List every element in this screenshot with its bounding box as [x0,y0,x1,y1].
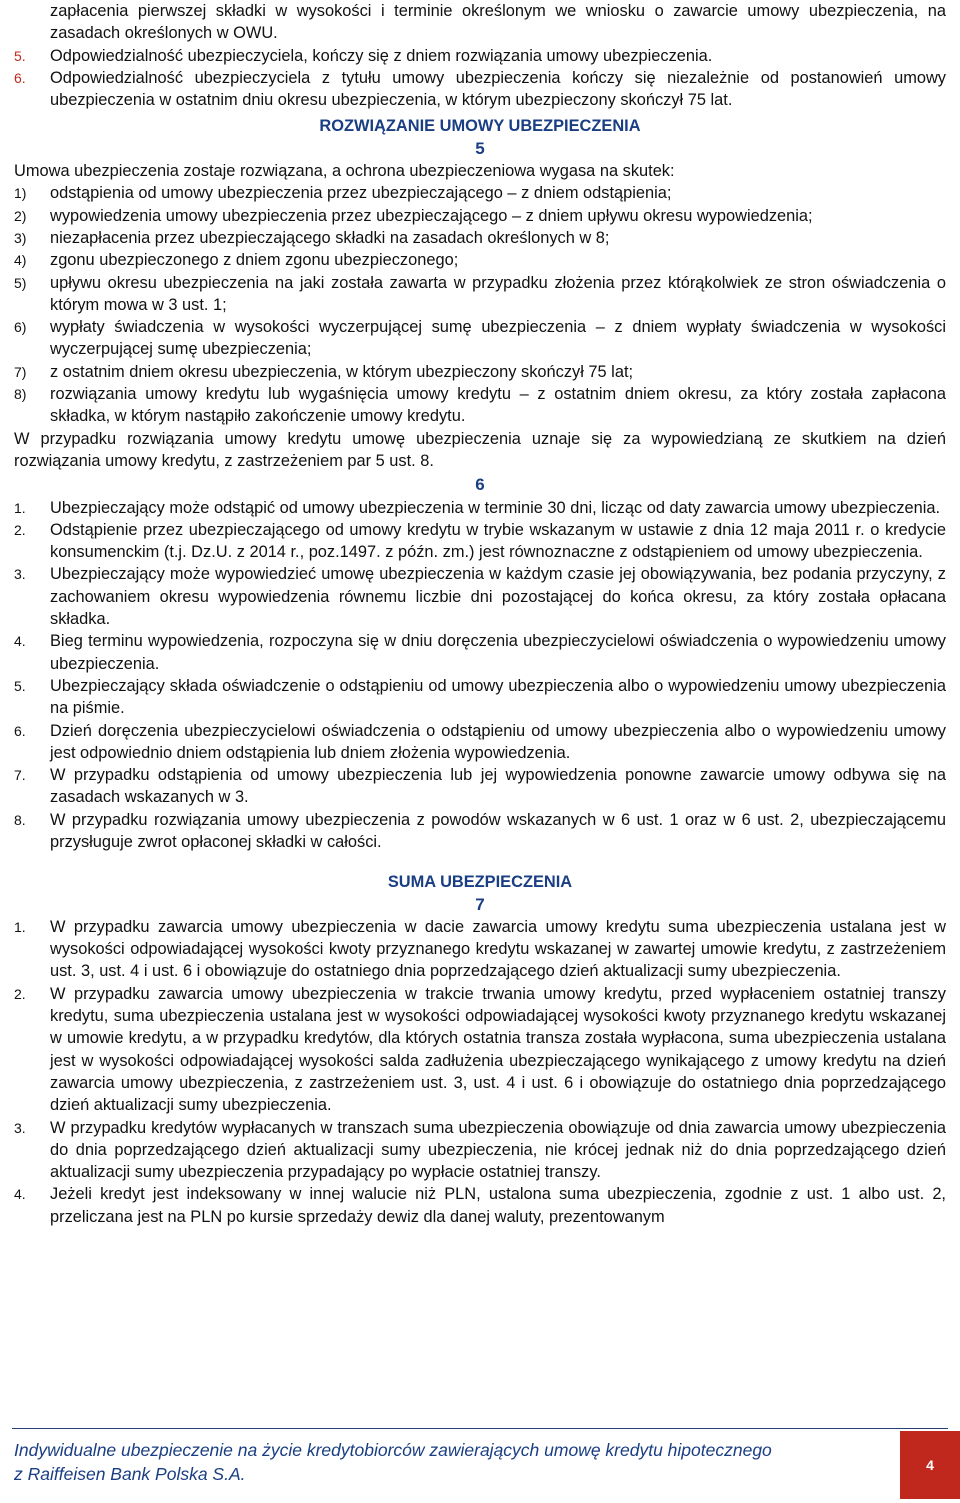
section-title: SUMA UBEZPIECZENIA [387,873,573,892]
list-item: 3) niezapłacenia przez ubezpieczającego składki na zasadach określonych w 8; [14,228,610,247]
list-item: 2. W przypadku zawarcia umowy ubezpieczenia w trakcie trwania umowy kredytu, przed wypłaceniem ostatniej transzy kredytu, suma ubezpieczenia ustalana jest w wysokości odpowiadającej wysokości kwoty przyznanego kredytu wskazanej w umowie kredytu, a w przypadku kredytów, dla których ostatnia transza została wypłacona, suma ubezpieczenia ustalana jest w wysokości odpowiadającej wysokości salda zadłużenia ubezpieczającego wynikającego z umowy kredytu na dzień zawarcia umowy ubezpieczenia, z zastrzeżeniem ust. 3, ust. 4 i ust. 6 i obowiązuje do ostatniego dnia poprzedzającego dzień aktualizacji sumy ubezpieczenia. [14,984,946,1115]
footer-title [14,1438,894,1486]
list-item: 5) upływu okresu ubezpieczenia na jaki została zawarta w przypadku złożenia przez którąkolwiek ze stron oświadczenia o którym mowa w 3 ust. 1; [14,273,946,314]
list-item [14,45,946,67]
list-item: 3. W przypadku kredytów wypłacanych w transzach suma ubezpieczenia obowiązuje od dnia zawarcia umowy ubezpieczenia do dnia poprzedzającego dzień aktualizacji sumy ubezpieczenia, nie krócej jednak niż do dnia poprzedzającego dzień aktualizacji sumy ubezpieczenia przypadający po wypłacie ostatniej transzy. [14,1118,946,1182]
list-item: 1. W przypadku zawarcia umowy ubezpieczenia w dacie zawarcia umowy kredytu suma ubezpieczenia ustalana jest w wysokości odpowiadającej wysokości kwoty przyznanego kredytu wskazanej w zawartej umowie kredytu, z zastrzeżeniem ust. 3, ust. 4 i ust. 6 i obowiązuje do ostatniego dnia poprzedzającego dzień aktualizacji sumy ubezpieczenia. [14,917,946,981]
list-item: 3. Ubezpieczający może wypowiedzieć umowę ubezpieczenia w każdym czasie jej obowiązywania, bez podania przyczyny, z zachowaniem okresu wypowiedzenia równemu liczbie dni pozostającej do końca okresu, za który została opłacana składka. [14,565,946,629]
document-body [14,0,946,1228]
list-item: 5. Ubezpieczający składa oświadczenie o odstąpieniu od umowy ubezpieczenia albo o wypowiedzeniu umowy ubezpieczenia na piśmie. [14,676,946,718]
section-6-list [14,497,946,854]
list-item: 1. Ubezpieczający może odstąpić od umowy ubezpieczenia w terminie 30 dni, licząc od daty zawarcia umowy ubezpieczenia. [14,498,941,517]
item-text: Odpowiedzialność ubezpieczyciela z tytułu umowy ubezpieczenia kończy się niezależnie od postanowień umowy ubezpieczenia w ostatnim dniu okresu ubezpieczenia, w którym ubezpieczony skończył 75 lat. [50,68,946,110]
list-item: 7) z ostatnim dniem okresu ubezpieczenia, w którym ubezpieczony skończył 75 lat; [14,362,634,381]
footer-divider [12,1428,948,1429]
paragraph-number: 7 [475,894,485,914]
list-item: 1) odstąpienia od umowy ubezpieczenia przez ubezpieczającego – z dniem odstąpienia; [14,184,672,203]
list-item: 2) wypowiedzenia umowy ubezpieczenia przez ubezpieczającego – z dniem upływu okresu wypowiedzenia; [14,206,813,225]
list-item: 7. W przypadku odstąpienia od umowy ubezpieczenia lub jej wypowiedzenia ponowne zawarcie umowy odbywa się na zasadach wskazanych w 3. [14,766,946,807]
list-item: 8) rozwiązania umowy kredytu lub wygaśnięcia umowy kredytu – z ostatnim dniem okresu, za który została zapłacona składka, w którym nastąpiło zakończenie umowy kredytu. [14,385,946,426]
section-closing: W przypadku rozwiązania umowy kredytu umowę ubezpieczenia uznaje się za wypowiedzianą ze skutkiem na dzień rozwiązania umowy kredytu, z zastrzeżeniem par 5 ust. 8. [14,429,946,470]
list-item: 4) zgonu ubezpieczonego z dniem zgonu ubezpieczonego; [14,251,459,270]
item-number: 5. [14,47,26,64]
list-item: 6) wypłaty świadczenia w wysokości wyczerpującej sumę ubezpieczenia – z dniem wypłaty świadczenia w wysokości wyczerpującej sumę ubezpieczenia; [14,318,946,359]
footer-line-1: Indywidualne ubezpieczenie na życie kredytobiorców zawierających umowę kredytu hipotecznego [14,1440,772,1460]
section-7-list [14,916,946,1228]
section-5-list [14,182,946,427]
paragraph-number: 6 [475,475,485,495]
list-item: 2. Odstąpienie przez ubezpieczającego od umowy kredytu w trybie wskazanym w ustawie z dnia 12 maja 2011 r. o kredycie konsumenckim (t.j. Dz.U. z 2014 r., poz.1497. z późn. zm.) jest równoznaczne z odstąpieniem od umowy ubezpieczenia. [14,520,946,562]
list-item [14,67,946,112]
list-item [14,0,946,45]
list-item: 4. Bieg terminu wypowiedzenia, rozpoczyna się w dniu doręczenia ubezpieczycielowi oświadczenia o wypowiedzeniu umowy ubezpieczenia. [14,632,946,673]
footer-line-2: z Raiffeisen Bank Polska S.A. [14,1464,246,1484]
item-text: Odpowiedzialność ubezpieczyciela, kończy się z dniem rozwiązania umowy ubezpieczenia. [50,46,713,65]
list-item: 6. Dzień doręczenia ubezpieczycielowi oświadczenia o odstąpieniu od umowy ubezpieczenia albo o wypowiedzeniu umowy jest odpowiednio dniem odstąpienia lub dniem złożenia wypowiedzenia. [14,721,946,762]
paragraph-text: zapłacenia pierwszej składki w wysokości i terminie określonym we wniosku o zawarcie umowy ubezpieczenia, na zasadach określonych w OWU. [50,2,946,43]
item-number: 6. [14,69,26,86]
list-item: 8. W przypadku rozwiązania umowy ubezpieczenia z powodów wskazanych w 6 ust. 1 oraz w 6 ust. 2, ubezpieczającemu przysługuje zwrot opłaconej składki w całości. [14,810,946,851]
page-number-badge: 4 [900,1431,960,1499]
section-title: ROZWIĄZANIE UMOWY UBEZPIECZENIA [319,117,641,136]
section-intro: Umowa ubezpieczenia zostaje rozwiązana, a ochrona ubezpieczeniowa wygasa na skutek: [14,162,675,181]
paragraph-number: 5 [475,138,485,158]
list-item: 4. Jeżeli kredyt jest indeksowany w innej walucie niż PLN, ustalona suma ubezpieczenia, zgodnie z ust. 1 albo ust. 2, przeliczana jest na PLN po kursie sprzedaży dewiz dla danej waluty, prezentowanym [14,1185,946,1226]
